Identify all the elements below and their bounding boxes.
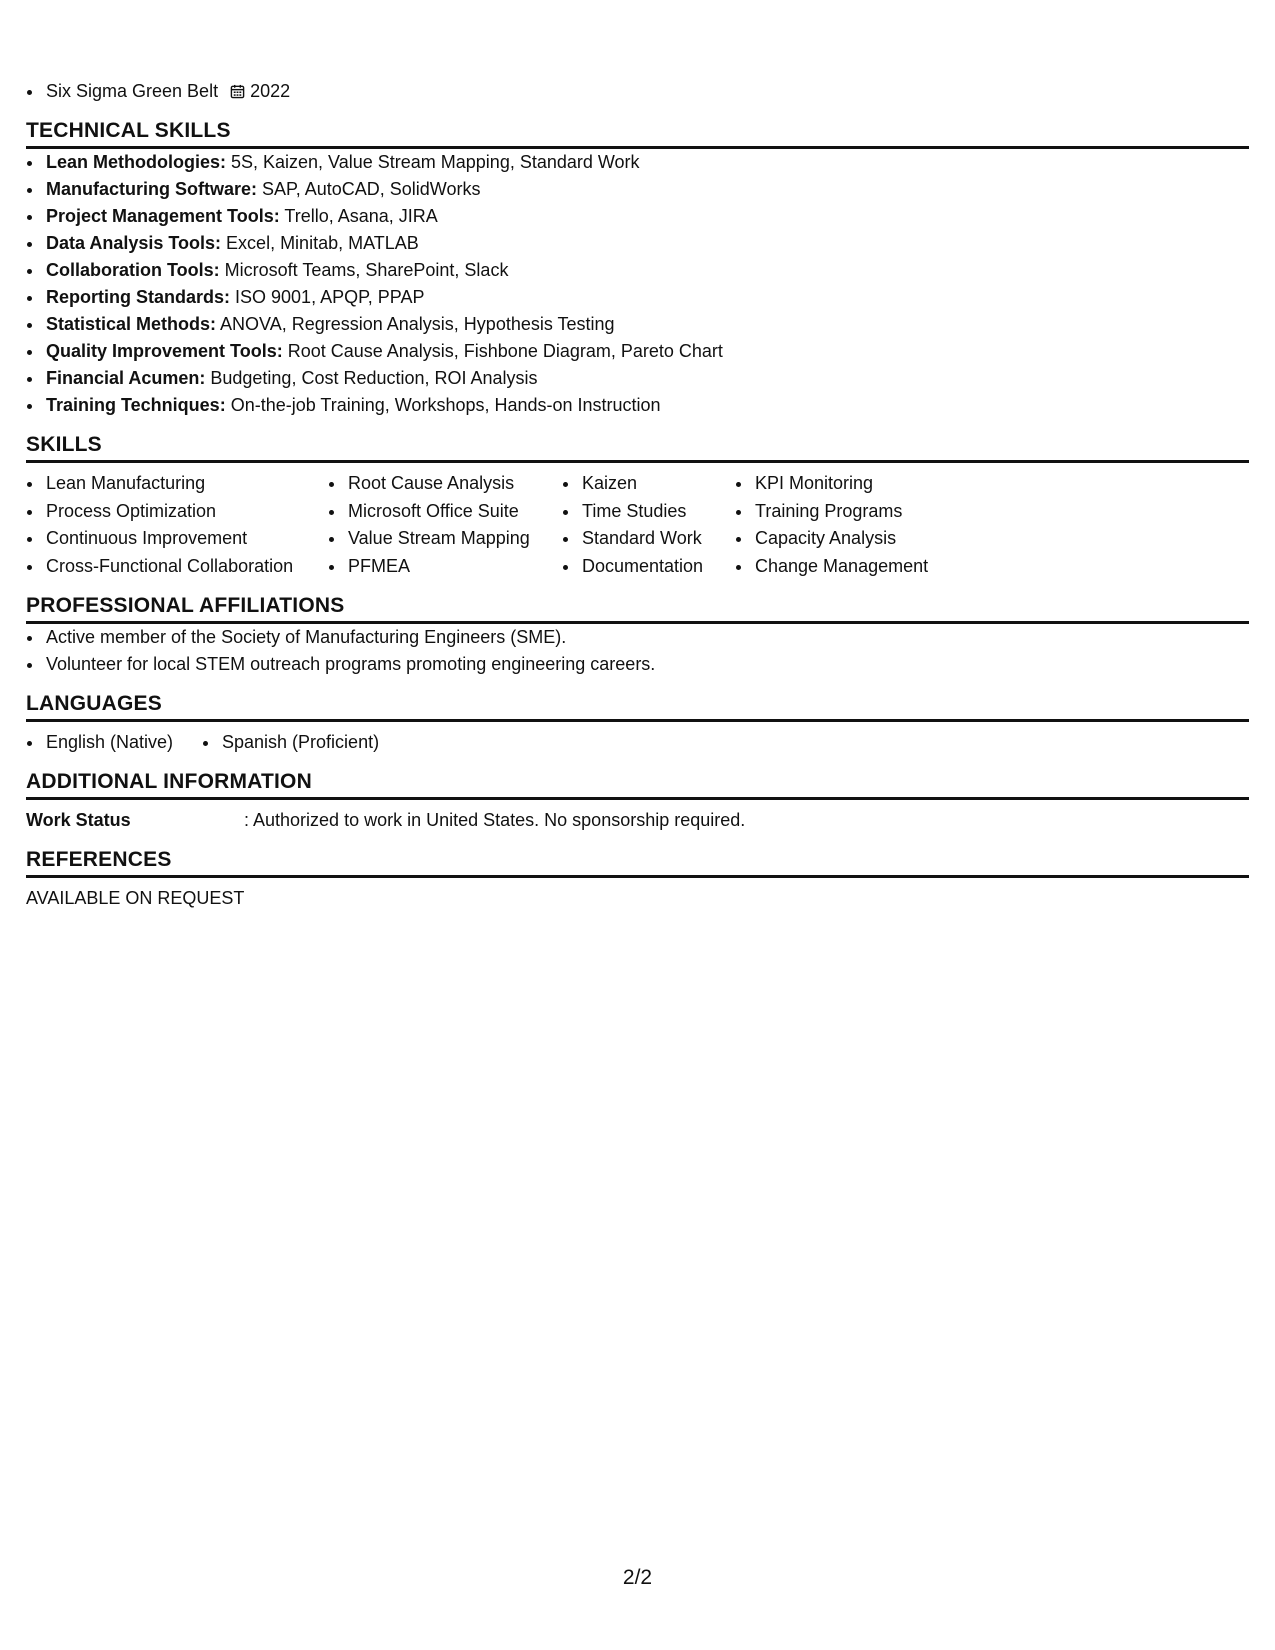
skill-value: SAP, AutoCAD, SolidWorks (257, 179, 481, 199)
info-value: : Authorized to work in United States. No sponsorship required. (244, 810, 746, 830)
skill-value: ANOVA, Regression Analysis, Hypothesis Testing (216, 314, 615, 334)
certification-year: 2022 (250, 81, 291, 101)
list-item (44, 149, 1249, 176)
certifications-list (26, 78, 1249, 105)
calendar-icon (230, 84, 245, 99)
languages-list (26, 729, 1249, 756)
list-item (44, 284, 1249, 311)
technical-skills-section (26, 119, 1249, 419)
resume-page (26, 78, 1249, 912)
skill-value: Root Cause Analysis, Fishbone Diagram, Pareto Chart (282, 341, 723, 361)
references-section (26, 848, 1249, 912)
skill-label: Training Techniques: (46, 395, 226, 415)
skills-column (562, 470, 735, 580)
section-title-technical-skills: TECHNICAL SKILLS (26, 119, 1249, 149)
skill-value: ISO 9001, APQP, PPAP (230, 287, 425, 307)
list-item: • Active member of the Society of Manufacturing Engineers (SME). (44, 624, 1249, 651)
skills-column (26, 470, 328, 580)
skill-label: Reporting Standards: (46, 287, 231, 307)
skill-label: Statistical Methods: (46, 314, 217, 334)
list-item: • Lean Manufacturing (44, 470, 328, 498)
list-item (44, 257, 1249, 284)
list-item (44, 203, 1249, 230)
skill-value: Budgeting, Cost Reduction, ROI Analysis (205, 368, 538, 388)
additional-info-section (26, 770, 1249, 834)
skill-label: Collaboration Tools: (46, 260, 220, 280)
info-label: Work Status (26, 810, 131, 830)
list-item: • Volunteer for local STEM outreach programs promoting engineering careers. (44, 651, 1249, 678)
skills-grid (26, 470, 1249, 580)
list-item: • Microsoft Office Suite (346, 498, 562, 526)
skills-column (735, 470, 1003, 580)
list-item (44, 392, 1249, 419)
languages-section (26, 692, 1249, 756)
list-item (44, 230, 1249, 257)
affiliations-section (26, 594, 1249, 678)
list-item: • Process Optimization (44, 498, 328, 526)
section-title-references: REFERENCES (26, 848, 1249, 878)
skill-value: 5S, Kaizen, Value Stream Mapping, Standard Work (226, 152, 640, 172)
list-item (44, 338, 1249, 365)
list-item: • Continuous Improvement (44, 525, 328, 553)
skill-value: Excel, Minitab, MATLAB (221, 233, 419, 253)
skills-column (328, 470, 562, 580)
skill-label: Financial Acumen: (46, 368, 206, 388)
language-column (26, 729, 202, 756)
section-title-skills: SKILLS (26, 433, 1249, 463)
list-item: • KPI Monitoring (753, 470, 1003, 498)
skill-label: Project Management Tools: (46, 206, 280, 226)
skill-label: Manufacturing Software: (46, 179, 258, 199)
skill-value: Microsoft Teams, SharePoint, Slack (219, 260, 509, 280)
list-item: • Kaizen (580, 470, 735, 498)
list-item: • Time Studies (580, 498, 735, 526)
list-item (44, 365, 1249, 392)
language-column (202, 729, 379, 756)
section-title-additional-info: ADDITIONAL INFORMATION (26, 770, 1249, 800)
language-item: • English (Native) (44, 729, 202, 756)
list-item: • Value Stream Mapping (346, 525, 562, 553)
list-item: • Standard Work (580, 525, 735, 553)
skill-label: Data Analysis Tools: (46, 233, 222, 253)
list-item (44, 311, 1249, 338)
list-item: • PFMEA (346, 553, 562, 581)
section-title-languages: LANGUAGES (26, 692, 1249, 722)
list-item: • Training Programs (753, 498, 1003, 526)
skill-label: Quality Improvement Tools: (46, 341, 283, 361)
list-item: • Cross-Functional Collaboration (44, 553, 328, 581)
certification-item (44, 78, 1249, 105)
list-item: • Root Cause Analysis (346, 470, 562, 498)
section-title-affiliations: PROFESSIONAL AFFILIATIONS (26, 594, 1249, 624)
list-item: • Change Management (753, 553, 1003, 581)
list-item: • Capacity Analysis (753, 525, 1003, 553)
page-number: 2/2 (622, 1566, 653, 1589)
certification-name: • Six Sigma Green Belt (46, 81, 219, 101)
skills-section (26, 433, 1249, 580)
skill-value: Trello, Asana, JIRA (279, 206, 438, 226)
list-item (44, 176, 1249, 203)
additional-info-table (26, 807, 1249, 834)
affiliations-list (26, 624, 1249, 678)
list-item: • Documentation (580, 553, 735, 581)
technical-skills-list (26, 149, 1249, 419)
skill-value: On-the-job Training, Workshops, Hands-on Instruction (225, 395, 661, 415)
skill-label: Lean Methodologies: (46, 152, 226, 172)
references-text: AVAILABLE ON REQUEST (26, 888, 245, 908)
language-item: • Spanish (Proficient) (220, 729, 379, 756)
info-row (26, 807, 1249, 834)
